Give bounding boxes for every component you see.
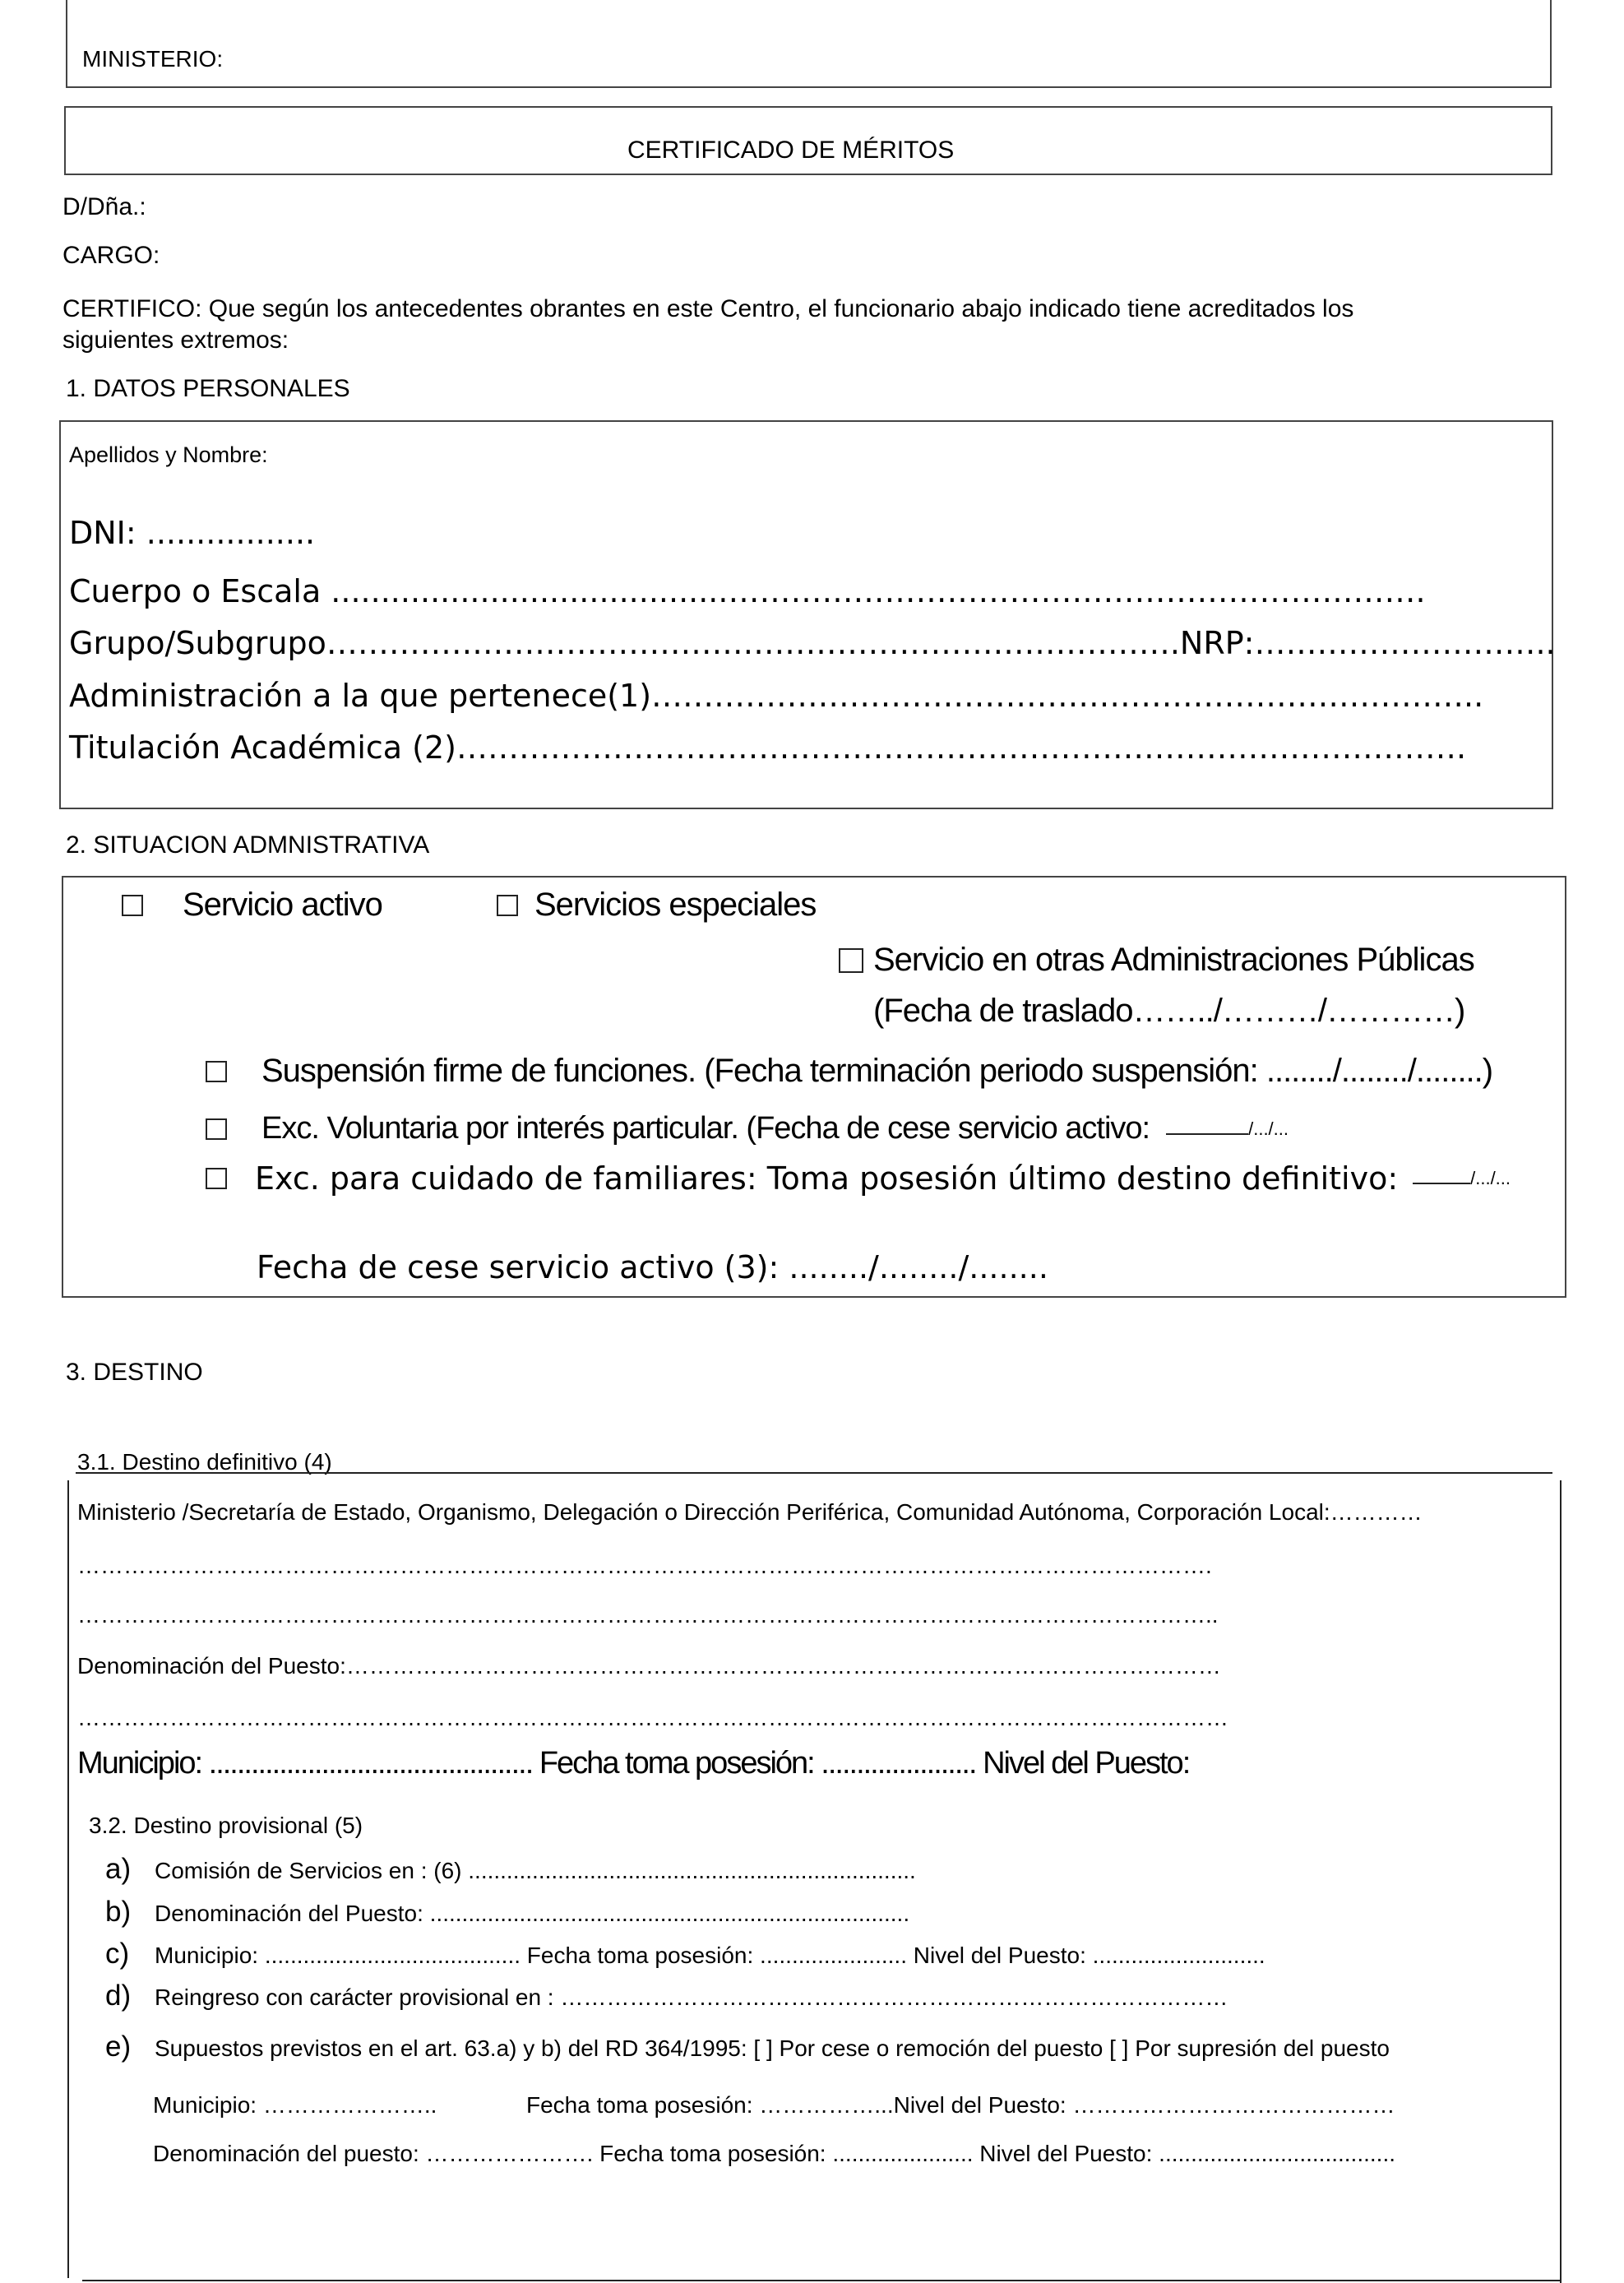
titulacion-field: Titulación Académica (2)……………………………………………………………………………………. bbox=[69, 729, 1467, 766]
checkbox-icon[interactable] bbox=[122, 895, 143, 916]
administracion-field: Administración a la que pertenece(1)…………………………………………………………………….. bbox=[69, 678, 1484, 714]
servicios-especiales-label: Servicios especiales bbox=[534, 887, 817, 923]
municipio-fecha-nivel-line: Municipio: .............................................. Fecha toma posesión: ...................... Nivel del Puesto: bbox=[77, 1746, 1190, 1781]
section-1-heading: 1. DATOS PERSONALES bbox=[66, 375, 350, 402]
servicio-activo-label: Servicio activo bbox=[183, 887, 382, 923]
checkbox-icon[interactable] bbox=[839, 948, 863, 973]
certifico-line-2: siguientes extremos: bbox=[62, 326, 289, 354]
definitivo-left-rule bbox=[67, 1480, 69, 2278]
suspension-label: Suspensión firme de funciones. (Fecha terminación periodo suspensión: ......../......../........) bbox=[261, 1053, 1493, 1089]
page-title: CERTIFICADO DE MÉRITOS bbox=[627, 137, 955, 164]
cuerpo-field: Cuerpo o Escala ........................................…………………………………………………………. bbox=[69, 573, 1426, 609]
checkbox-icon[interactable] bbox=[206, 1168, 227, 1189]
exc-cuidado-option[interactable] bbox=[206, 1160, 1511, 1197]
cargo-label: CARGO: bbox=[62, 242, 160, 269]
provisional-item-b bbox=[105, 1896, 909, 1929]
item-letter: d) bbox=[105, 1980, 132, 2012]
item-text: Municipio: ........................................ Fecha toma posesión: ....................... Nivel del Puesto: ........................... bbox=[155, 1943, 1265, 1968]
provisional-fecha-toma: Fecha toma posesión: ……………...Nivel del Puesto: …………………………………… bbox=[526, 2092, 1395, 2118]
item-text: Comisión de Servicios en : (6) ...................................................................... bbox=[155, 1858, 916, 1883]
ministerio-organismo-line: Ministerio /Secretaría de Estado, Organismo, Delegación o Dirección Periférica, Comunidad Autónoma, Corporación Local:………… bbox=[77, 1499, 1423, 1525]
exc-voluntaria-label: Exc. Voluntaria por interés particular. (Fecha de cese servicio activo: bbox=[261, 1111, 1150, 1146]
certifico-line-1: CERTIFICO: Que según los antecedentes obrantes en este Centro, el funcionario abajo indicado tiene acreditados los bbox=[62, 295, 1354, 322]
fecha-cese: Fecha de cese servicio activo (3): ......../......../........ bbox=[257, 1249, 1048, 1285]
exc-cuidado-label: Exc. para cuidado de familiares: Toma posesión último destino definitivo: bbox=[255, 1160, 1399, 1197]
ministerio-label: MINISTERIO: bbox=[82, 46, 224, 72]
item-letter: b) bbox=[105, 1896, 132, 1928]
definitivo-top-rule bbox=[76, 1472, 1552, 1474]
provisional-municipio: Municipio: ………………….. bbox=[153, 2092, 437, 2118]
destino-provisional-heading: 3.2. Destino provisional (5) bbox=[89, 1813, 363, 1838]
servicios-especiales-option[interactable] bbox=[497, 887, 816, 924]
provisional-item-c bbox=[105, 1938, 1265, 1970]
definitivo-right-rule bbox=[1560, 1480, 1562, 2283]
checkbox-icon[interactable] bbox=[206, 1118, 227, 1140]
servicio-activo-option[interactable] bbox=[122, 887, 382, 924]
item-letter: e) bbox=[105, 2031, 132, 2063]
provisional-item-e bbox=[105, 2031, 1390, 2063]
provisional-item-d bbox=[105, 1980, 1228, 2012]
item-letter: c) bbox=[105, 1938, 130, 1970]
dni-field: DNI: ................. bbox=[69, 515, 316, 551]
suspension-option[interactable] bbox=[206, 1053, 1492, 1090]
exc-voluntaria-date: /.../... bbox=[1166, 1118, 1289, 1139]
exc-voluntaria-option[interactable] bbox=[206, 1111, 1289, 1146]
provisional-denominacion: Denominación del puesto: …………………. Fecha toma posesión: ...................... Nivel del Puesto: ..................................... bbox=[153, 2141, 1396, 2166]
dots-line-2: ………………………………………………………………………………………………………………………………….. bbox=[77, 1602, 1219, 1628]
grupo-field: Grupo/Subgrupo……………………………………………………………………….NRP:……………………….. bbox=[69, 625, 1556, 661]
ddna-label: D/Dña.: bbox=[62, 193, 146, 220]
dots-line-1: …………………………………………………………………………………………………………………………………. bbox=[77, 1553, 1212, 1578]
dots-line-3: …………………………………………………………………………………………………………………………………… bbox=[77, 1705, 1228, 1730]
ministerio-box bbox=[66, 0, 1552, 88]
provisional-item-a bbox=[105, 1853, 916, 1886]
bottom-rule bbox=[82, 2280, 1560, 2281]
exc-cuidado-date: /.../... bbox=[1413, 1168, 1511, 1188]
checkbox-icon[interactable] bbox=[497, 895, 518, 916]
section-2-heading: 2. SITUACION ADMNISTRATIVA bbox=[66, 831, 430, 859]
apellidos-label: Apellidos y Nombre: bbox=[69, 442, 268, 467]
checkbox-icon[interactable] bbox=[206, 1061, 227, 1082]
item-text: Denominación del Puesto: ........................................................................... bbox=[155, 1901, 910, 1926]
denominacion-puesto-line: Denominación del Puesto:…………………………………………………………………………………………………… bbox=[77, 1653, 1221, 1679]
item-text: Supuestos previstos en el art. 63.a) y b) del RD 364/1995: [ ] Por cese o remoción del puesto [ ] Por supresión del puesto bbox=[155, 2035, 1390, 2061]
destino-definitivo-heading: 3.1. Destino definitivo (4) bbox=[77, 1449, 332, 1475]
fecha-traslado: (Fecha de traslado……../………/…………) bbox=[873, 993, 1465, 1029]
otras-admin-option[interactable] bbox=[839, 942, 1474, 979]
otras-admin-label: Servicio en otras Administraciones Públicas bbox=[873, 942, 1474, 978]
item-letter: a) bbox=[105, 1853, 132, 1885]
item-text: Reingreso con carácter provisional en : …………………………………………………………………………… bbox=[155, 1984, 1228, 2010]
section-3-heading: 3. DESTINO bbox=[66, 1359, 203, 1386]
